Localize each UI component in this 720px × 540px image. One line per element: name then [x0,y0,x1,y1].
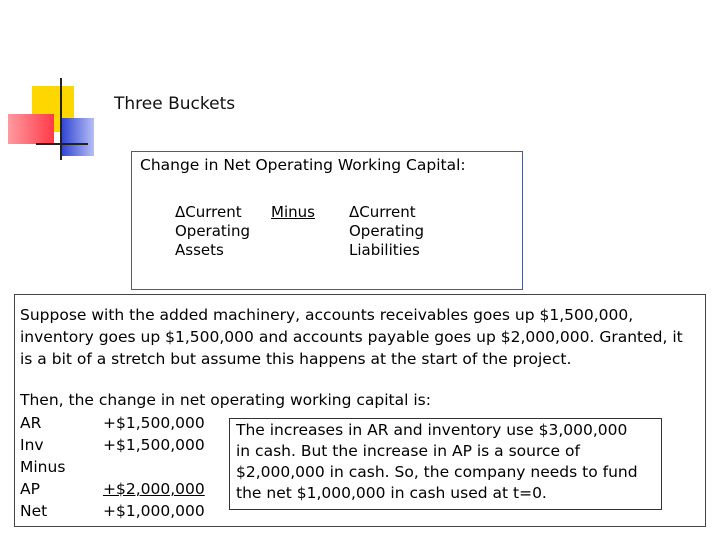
ar-label: AR [20,414,42,432]
ar-value: +$1,500,000 [103,414,205,432]
ap-label: AP [20,480,40,498]
net-label: Net [20,502,48,520]
then-statement: Then, the change in net operating working capital is: [20,391,431,409]
nowc-heading: Change in Net Operating Working Capital: [140,156,466,174]
ledger-minus-label: Minus [20,458,66,476]
liabilities-line: ΔCurrent [349,203,416,221]
horizontal-line-decoration [36,143,88,145]
slide-logo-decoration [0,0,110,170]
inv-value: +$1,500,000 [103,436,205,454]
paragraph-line: is a bit of a stretch but assume this happens at the start of the project. [20,350,572,368]
red-square-icon [8,114,54,144]
callout-line: $2,000,000 in cash. So, the company needs to fund [236,463,638,481]
paragraph-line: Suppose with the added machinery, accounts receivables goes up $1,500,000, [20,306,634,324]
minus-operator: Minus [271,203,315,221]
ap-value: +$2,000,000 [103,480,205,498]
callout-line: the net $1,000,000 in cash used at t=0. [236,484,547,502]
example-paragraph [20,304,710,370]
slide-title: Three Buckets [114,94,236,114]
blue-square-icon [60,118,94,156]
explanation-callout [236,420,638,504]
current-operating-liabilities [349,203,424,260]
inv-label: Inv [20,436,44,454]
assets-line: Operating [175,222,250,240]
callout-line: in cash. But the increase in AP is a source of [236,442,580,460]
vertical-line-decoration [60,78,62,160]
callout-line: The increases in AR and inventory use $3,000,000 [236,421,628,439]
assets-line: Assets [175,241,224,259]
net-value: +$1,000,000 [103,502,205,520]
paragraph-line: inventory goes up $1,500,000 and accounts payable goes up $2,000,000. Granted, it [20,328,683,346]
current-operating-assets [175,203,250,260]
liabilities-line: Liabilities [349,241,420,259]
liabilities-line: Operating [349,222,424,240]
assets-line: ΔCurrent [175,203,242,221]
